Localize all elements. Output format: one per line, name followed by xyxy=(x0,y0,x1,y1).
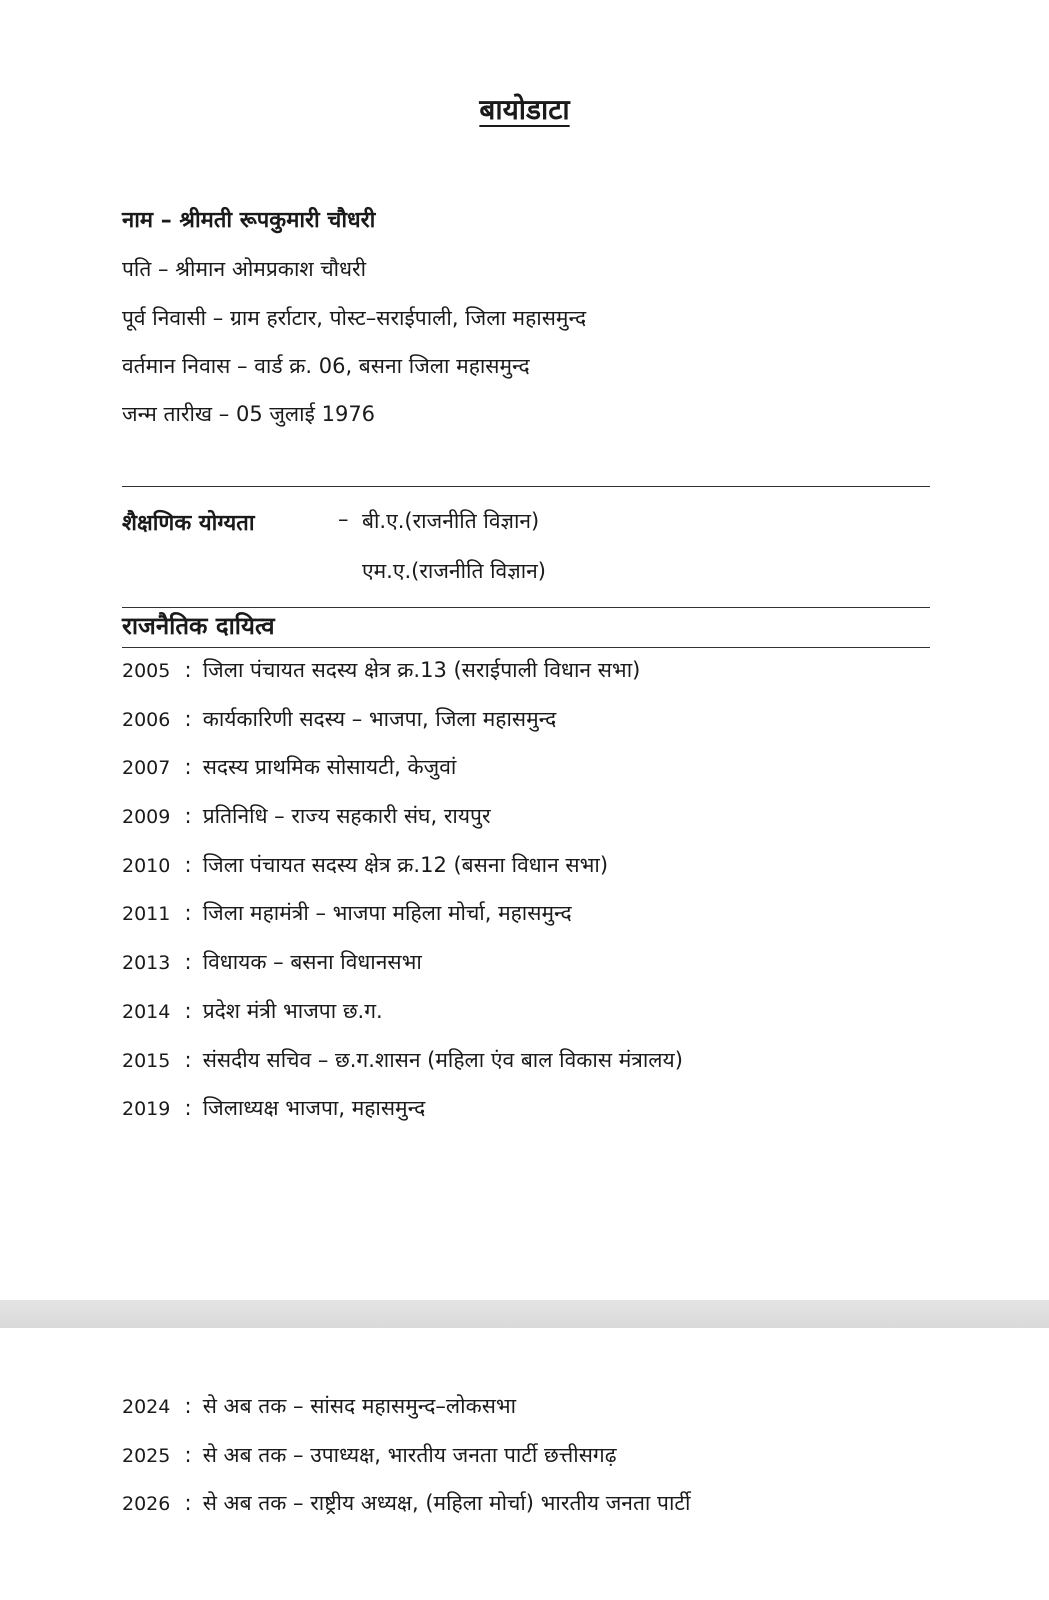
entry-year: 2007 xyxy=(122,757,171,780)
current-residence-line: वर्तमान निवास – वार्ड क्र. 06, बसना जिला महासमुन्द xyxy=(122,354,530,378)
political-entry: 2009 : प्रतिनिधि – राज्य सहकारी संघ, रायपुर xyxy=(122,804,491,829)
entry-year: 2019 xyxy=(122,1098,171,1121)
page-separator xyxy=(0,1300,1049,1328)
political-entry: 2026 : से अब तक – राष्ट्रीय अध्यक्ष, (महिला मोर्चा) भारतीय जनता पार्टी xyxy=(122,1491,691,1516)
divider xyxy=(122,607,930,608)
entry-year: 2026 xyxy=(122,1493,171,1516)
entry-year: 2013 xyxy=(122,952,171,975)
education-separator: – xyxy=(338,507,349,531)
entry-year: 2025 xyxy=(122,1444,171,1467)
entry-text: जिला महामंत्री – भाजपा महिला मोर्चा, महासमुन्द xyxy=(202,901,572,926)
former-residence-line: पूर्व निवासी – ग्राम हर्राटार, पोस्ट–सराईपाली, जिला महासमुन्द xyxy=(122,306,587,330)
entry-year: 2011 xyxy=(122,903,171,926)
political-entry: 2011 : जिला महामंत्री – भाजपा महिला मोर्चा, महासमुन्द xyxy=(122,901,572,926)
political-entry: 2019 : जिलाध्यक्ष भाजपा, महासमुन्द xyxy=(122,1096,426,1121)
entry-text: से अब तक – उपाध्यक्ष, भारतीय जनता पार्टी छत्तीसगढ़ xyxy=(202,1442,617,1467)
entry-year: 2010 xyxy=(122,854,171,877)
political-entry: 2025 : से अब तक – उपाध्यक्ष, भारतीय जनता पार्टी छत्तीसगढ़ xyxy=(122,1442,617,1467)
political-entry: 2015 : संसदीय सचिव – छ.ग.शासन (महिला एंव बाल विकास मंत्रालय) xyxy=(122,1047,683,1072)
political-entries-continued-list xyxy=(122,1392,690,1538)
entry-year: 2006 xyxy=(122,708,171,731)
entry-text: सदस्य प्राथमिक सोसायटी, केजुवां xyxy=(202,755,457,780)
name-line: नाम – श्रीमती रूपकुमारी चौधरी xyxy=(122,208,376,233)
entry-text: जिला पंचायत सदस्य क्षेत्र क्र.12 (बसना विधान सभा) xyxy=(202,852,609,877)
political-entry: 2014 : प्रदेश मंत्री भाजपा छ.ग. xyxy=(122,998,383,1023)
entry-text: कार्यकारिणी सदस्य – भाजपा, जिला महासमुन्द xyxy=(202,706,557,731)
entry-text: से अब तक – राष्ट्रीय अध्यक्ष, (महिला मोर्चा) भारतीय जनता पार्टी xyxy=(202,1491,691,1516)
entry-text: से अब तक – सांसद महासमुन्द–लोकसभा xyxy=(202,1394,517,1418)
political-entry: 2007 : सदस्य प्राथमिक सोसायटी, केजुवां xyxy=(122,755,457,780)
entry-text: जिलाध्यक्ष भाजपा, महासमुन्द xyxy=(202,1096,426,1121)
political-entry: 2005 : जिला पंचायत सदस्य क्षेत्र क्र.13 (सराईपाली विधान सभा) xyxy=(122,658,641,682)
degree-ma: एम.ए.(राजनीति विज्ञान) xyxy=(362,559,546,583)
document-title: बायोडाटा xyxy=(479,93,570,126)
degree-ba: बी.ए.(राजनीति विज्ञान) xyxy=(362,509,540,533)
entry-text: जिला पंचायत सदस्य क्षेत्र क्र.13 (सराईपाली विधान सभा) xyxy=(202,658,641,682)
entry-year: 2005 xyxy=(122,660,171,682)
entry-year: 2015 xyxy=(122,1049,171,1072)
political-section-title: राजनैतिक दायित्व xyxy=(122,612,275,640)
political-entry: 2024 : से अब तक – सांसद महासमुन्द–लोकसभा xyxy=(122,1394,517,1418)
spouse-line: पति – श्रीमान ओमप्रकाश चौधरी xyxy=(122,257,367,281)
political-entry: 2006 : कार्यकारिणी सदस्य – भाजपा, जिला महासमुन्द xyxy=(122,706,557,731)
divider xyxy=(122,647,930,648)
entry-year: 2009 xyxy=(122,806,171,829)
entry-text: प्रतिनिधि – राज्य सहकारी संघ, रायपुर xyxy=(202,804,491,829)
divider xyxy=(122,486,930,487)
entry-year: 2024 xyxy=(122,1396,171,1418)
political-entry: 2010 : जिला पंचायत सदस्य क्षेत्र क्र.12 (बसना विधान सभा) xyxy=(122,852,609,877)
entry-text: प्रदेश मंत्री भाजपा छ.ग. xyxy=(202,998,383,1023)
birth-date-line: जन्म तारीख – 05 जुलाई 1976 xyxy=(122,402,376,426)
political-entries-list xyxy=(122,656,683,1143)
entry-year: 2014 xyxy=(122,1000,171,1023)
political-entry: 2013 : विधायक – बसना विधानसभा xyxy=(122,950,422,975)
entry-text: विधायक – बसना विधानसभा xyxy=(202,950,422,975)
entry-text: संसदीय सचिव – छ.ग.शासन (महिला एंव बाल विकास मंत्रालय) xyxy=(202,1047,683,1072)
education-label: शैक्षणिक योग्यता xyxy=(122,511,255,536)
